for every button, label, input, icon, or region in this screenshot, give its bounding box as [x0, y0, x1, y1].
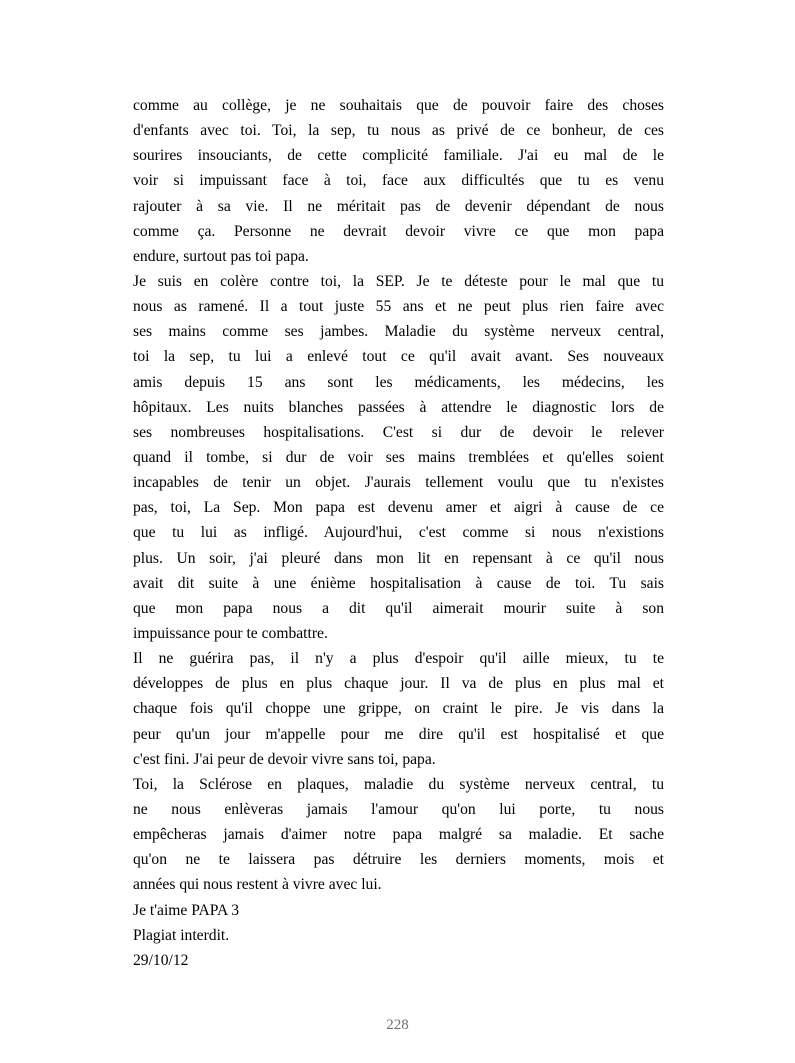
text-line: Il ne guérira pas, il n'y a plus d'espoir qu'il aille mieux, tu te [133, 650, 664, 668]
text-line: ne nous enlèveras jamais l'amour qu'on lui porte, tu nous [133, 800, 664, 818]
page-number: 228 [386, 1017, 409, 1033]
text-line: Toi, la Sclérose en plaques, maladie du système nerveux central, tu [133, 775, 664, 793]
text-line: comme ça. Personne ne devrait devoir vivre ce que mon papa [133, 222, 664, 240]
text-line: Je suis en colère contre toi, la SEP. Je te déteste pour le mal que tu [133, 272, 664, 290]
text-line: impuissance pour te combattre. [133, 624, 328, 642]
text-line: d'enfants avec toi. Toi, la sep, tu nous as privé de ce bonheur, de ces [133, 122, 664, 140]
text-line: quand il tombe, si dur de voir ses mains tremblées et qu'elles soient [133, 448, 664, 466]
text-line: nous as ramené. Il a tout juste 55 ans et ne peut plus rien faire avec [133, 298, 664, 316]
text-line: c'est fini. J'ai peur de devoir vivre sans toi, papa. [133, 750, 436, 768]
text-line: années qui nous restent à vivre avec lui. [133, 876, 382, 894]
text-line: développes de plus en plus chaque jour. Il va de plus en plus mal et [133, 675, 664, 693]
text-line: voir si impuissant face à toi, face aux difficultés que tu es venu [133, 172, 664, 190]
text-line: empêcheras jamais d'aimer notre papa malgré sa maladie. Et sache [133, 826, 664, 844]
page-footer [0, 1016, 795, 1034]
text-line: 29/10/12 [133, 951, 189, 969]
text-line: sourires insouciants, de cette complicité familiale. J'ai eu mal de le [133, 147, 664, 165]
paragraph [133, 646, 664, 772]
text-line: chaque fois qu'il choppe une grippe, on craint le pire. Je vis dans la [133, 700, 664, 718]
paragraph [133, 923, 664, 948]
paragraph [133, 772, 664, 898]
text-line: hôpitaux. Les nuits blanches passées à attendre le diagnostic lors de [133, 398, 664, 416]
text-line: pas, toi, La Sep. Mon papa est devenu amer et aigri à cause de ce [133, 499, 664, 517]
text-line: avait dit suite à une énième hospitalisation à cause de toi. Tu sais [133, 574, 664, 592]
text-line: comme au collège, je ne souhaitais que de pouvoir faire des choses [133, 97, 664, 114]
text-line: que mon papa nous a dit qu'il aimerait mourir suite à son [133, 599, 664, 617]
text-line: endure, surtout pas toi papa. [133, 247, 309, 265]
text-line: ses mains comme ses jambes. Maladie du système nerveux central, [133, 323, 664, 341]
text-line: Je t'aime PAPA 3 [133, 901, 240, 919]
text-line: toi la sep, tu lui a enlevé tout ce qu'il avait avant. Ses nouveaux [133, 348, 664, 366]
paragraph [133, 269, 664, 646]
text-line: ses nombreuses hospitalisations. C'est si dur de devoir le relever [133, 423, 664, 441]
text-line: Plagiat interdit. [133, 926, 230, 944]
text-line: plus. Un soir, j'ai pleuré dans mon lit en repensant à ce qu'il nous [133, 549, 664, 567]
text-line: que tu lui as infligé. Aujourd'hui, c'est comme si nous n'existions [133, 524, 664, 542]
paragraph [133, 93, 664, 269]
text-line: peur qu'un jour m'appelle pour me dire qu'il est hospitalisé et que [133, 725, 664, 743]
paragraph [133, 898, 664, 923]
text-line: rajouter à sa vie. Il ne méritait pas de devenir dépendant de nous [133, 197, 664, 215]
text-line: amis depuis 15 ans sont les médicaments, les médecins, les [133, 373, 664, 391]
paragraph [133, 948, 664, 973]
text-line: incapables de tenir un objet. J'aurais tellement voulu que tu n'existes [133, 474, 664, 492]
text-line: qu'on ne te laissera pas détruire les derniers moments, mois et [133, 851, 664, 869]
letter-body [133, 93, 664, 973]
